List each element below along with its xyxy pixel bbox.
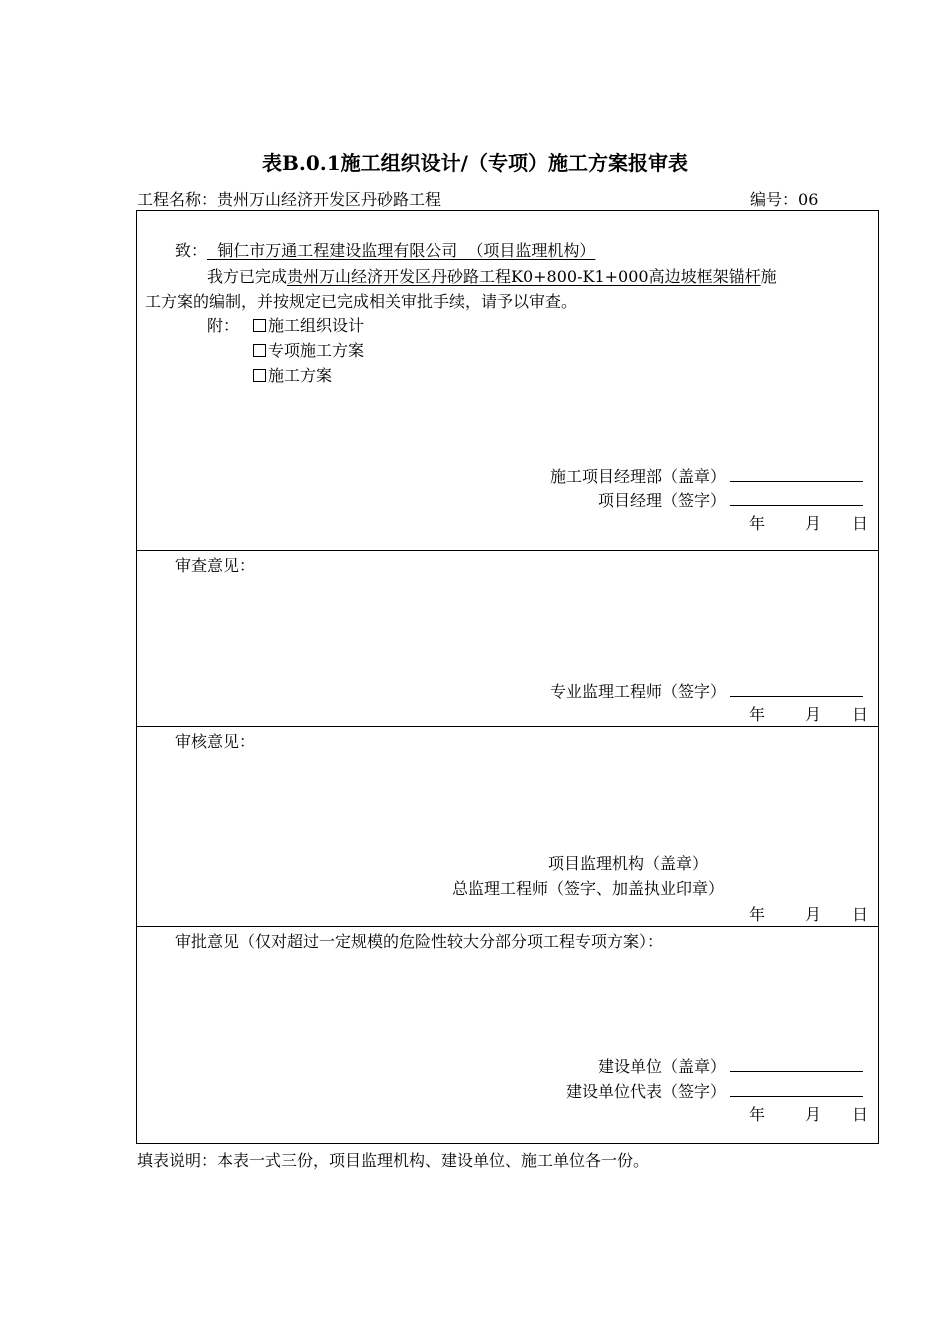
signature-owner-rep xyxy=(566,1082,863,1100)
date-line: 年 月 日 xyxy=(749,514,869,533)
signature-label: 项目经理（签字） xyxy=(597,491,726,510)
signature-line[interactable] xyxy=(730,1082,863,1097)
checkbox-icon[interactable] xyxy=(253,319,266,332)
statement-line-1 xyxy=(207,269,777,285)
attachment-label: 专项施工方案 xyxy=(268,341,365,360)
signature-manager xyxy=(598,491,863,509)
row-divider xyxy=(136,726,879,727)
row-divider xyxy=(136,550,879,551)
signature-label: 施工项目经理部（盖章） xyxy=(549,467,726,486)
project-name-line xyxy=(137,192,441,208)
approval-opinion-label: 审批意见（仅对超过一定规模的危险性较大分部分项工程专项方案）： xyxy=(175,932,664,951)
number-value: 06 xyxy=(798,190,819,209)
signature-owner xyxy=(598,1057,863,1075)
attachment-label: 施工方案 xyxy=(268,366,333,385)
form-number xyxy=(750,192,818,208)
date-line: 年 月 日 xyxy=(749,905,869,924)
form-footnote: 填表说明：本表一式三份，项目监理机构、建设单位、施工单位各一份。 xyxy=(137,1151,650,1170)
signature-label: 建设单位代表（签字） xyxy=(565,1082,726,1101)
addressee-suffix: （项目监理机构） xyxy=(467,241,596,260)
audit-opinion-label: 审核意见： xyxy=(175,732,256,751)
signature-line[interactable] xyxy=(730,682,863,697)
signature-label: 专业监理工程师（签字） xyxy=(549,682,726,701)
signature-chief-engineer: 总监理工程师（签字、加盖执业印章） xyxy=(452,879,725,898)
addressee-line xyxy=(175,243,595,259)
statement-prefix: 我方已完成 xyxy=(207,267,288,286)
checkbox-icon[interactable] xyxy=(253,369,266,382)
form-title: 表B.0.1施工组织设计/（专项）施工方案报审表 xyxy=(262,151,688,175)
number-label: 编号： xyxy=(750,190,799,209)
attachment-checkbox-2[interactable] xyxy=(253,343,364,359)
attachment-checkbox-3[interactable] xyxy=(253,368,332,384)
checkbox-icon[interactable] xyxy=(253,344,266,357)
signature-engineer xyxy=(550,682,863,700)
signature-line[interactable] xyxy=(730,467,863,482)
attachment-label: 施工组织设计 xyxy=(268,316,365,335)
attachments-label: 附： xyxy=(207,316,240,335)
form-table xyxy=(136,210,879,1144)
signature-line[interactable] xyxy=(730,1057,863,1072)
statement-line-2: 工方案的编制，并按规定已完成相关审批手续，请予以审查。 xyxy=(145,292,578,311)
signature-line[interactable] xyxy=(730,491,863,506)
project-label: 工程名称： xyxy=(137,190,218,209)
statement-suffix: 施 xyxy=(760,267,777,286)
to-label: 致： xyxy=(175,241,208,260)
date-line: 年 月 日 xyxy=(749,705,869,724)
signature-label: 建设单位（盖章） xyxy=(597,1057,726,1076)
addressee-org: 铜仁市万通工程建设监理有限公司 xyxy=(217,241,458,260)
statement-project: 贵州万山经济开发区丹砂路工程K0+800-K1+000高边坡框架锚杆 xyxy=(287,267,761,286)
signature-supervision-org: 项目监理机构（盖章） xyxy=(548,854,709,873)
project-name: 贵州万山经济开发区丹砂路工程 xyxy=(217,190,442,209)
signature-dept xyxy=(550,467,863,485)
attachment-checkbox-1[interactable] xyxy=(253,318,364,334)
date-line: 年 月 日 xyxy=(749,1105,869,1124)
row-divider xyxy=(136,926,879,927)
review-opinion-label: 审查意见： xyxy=(175,556,256,575)
